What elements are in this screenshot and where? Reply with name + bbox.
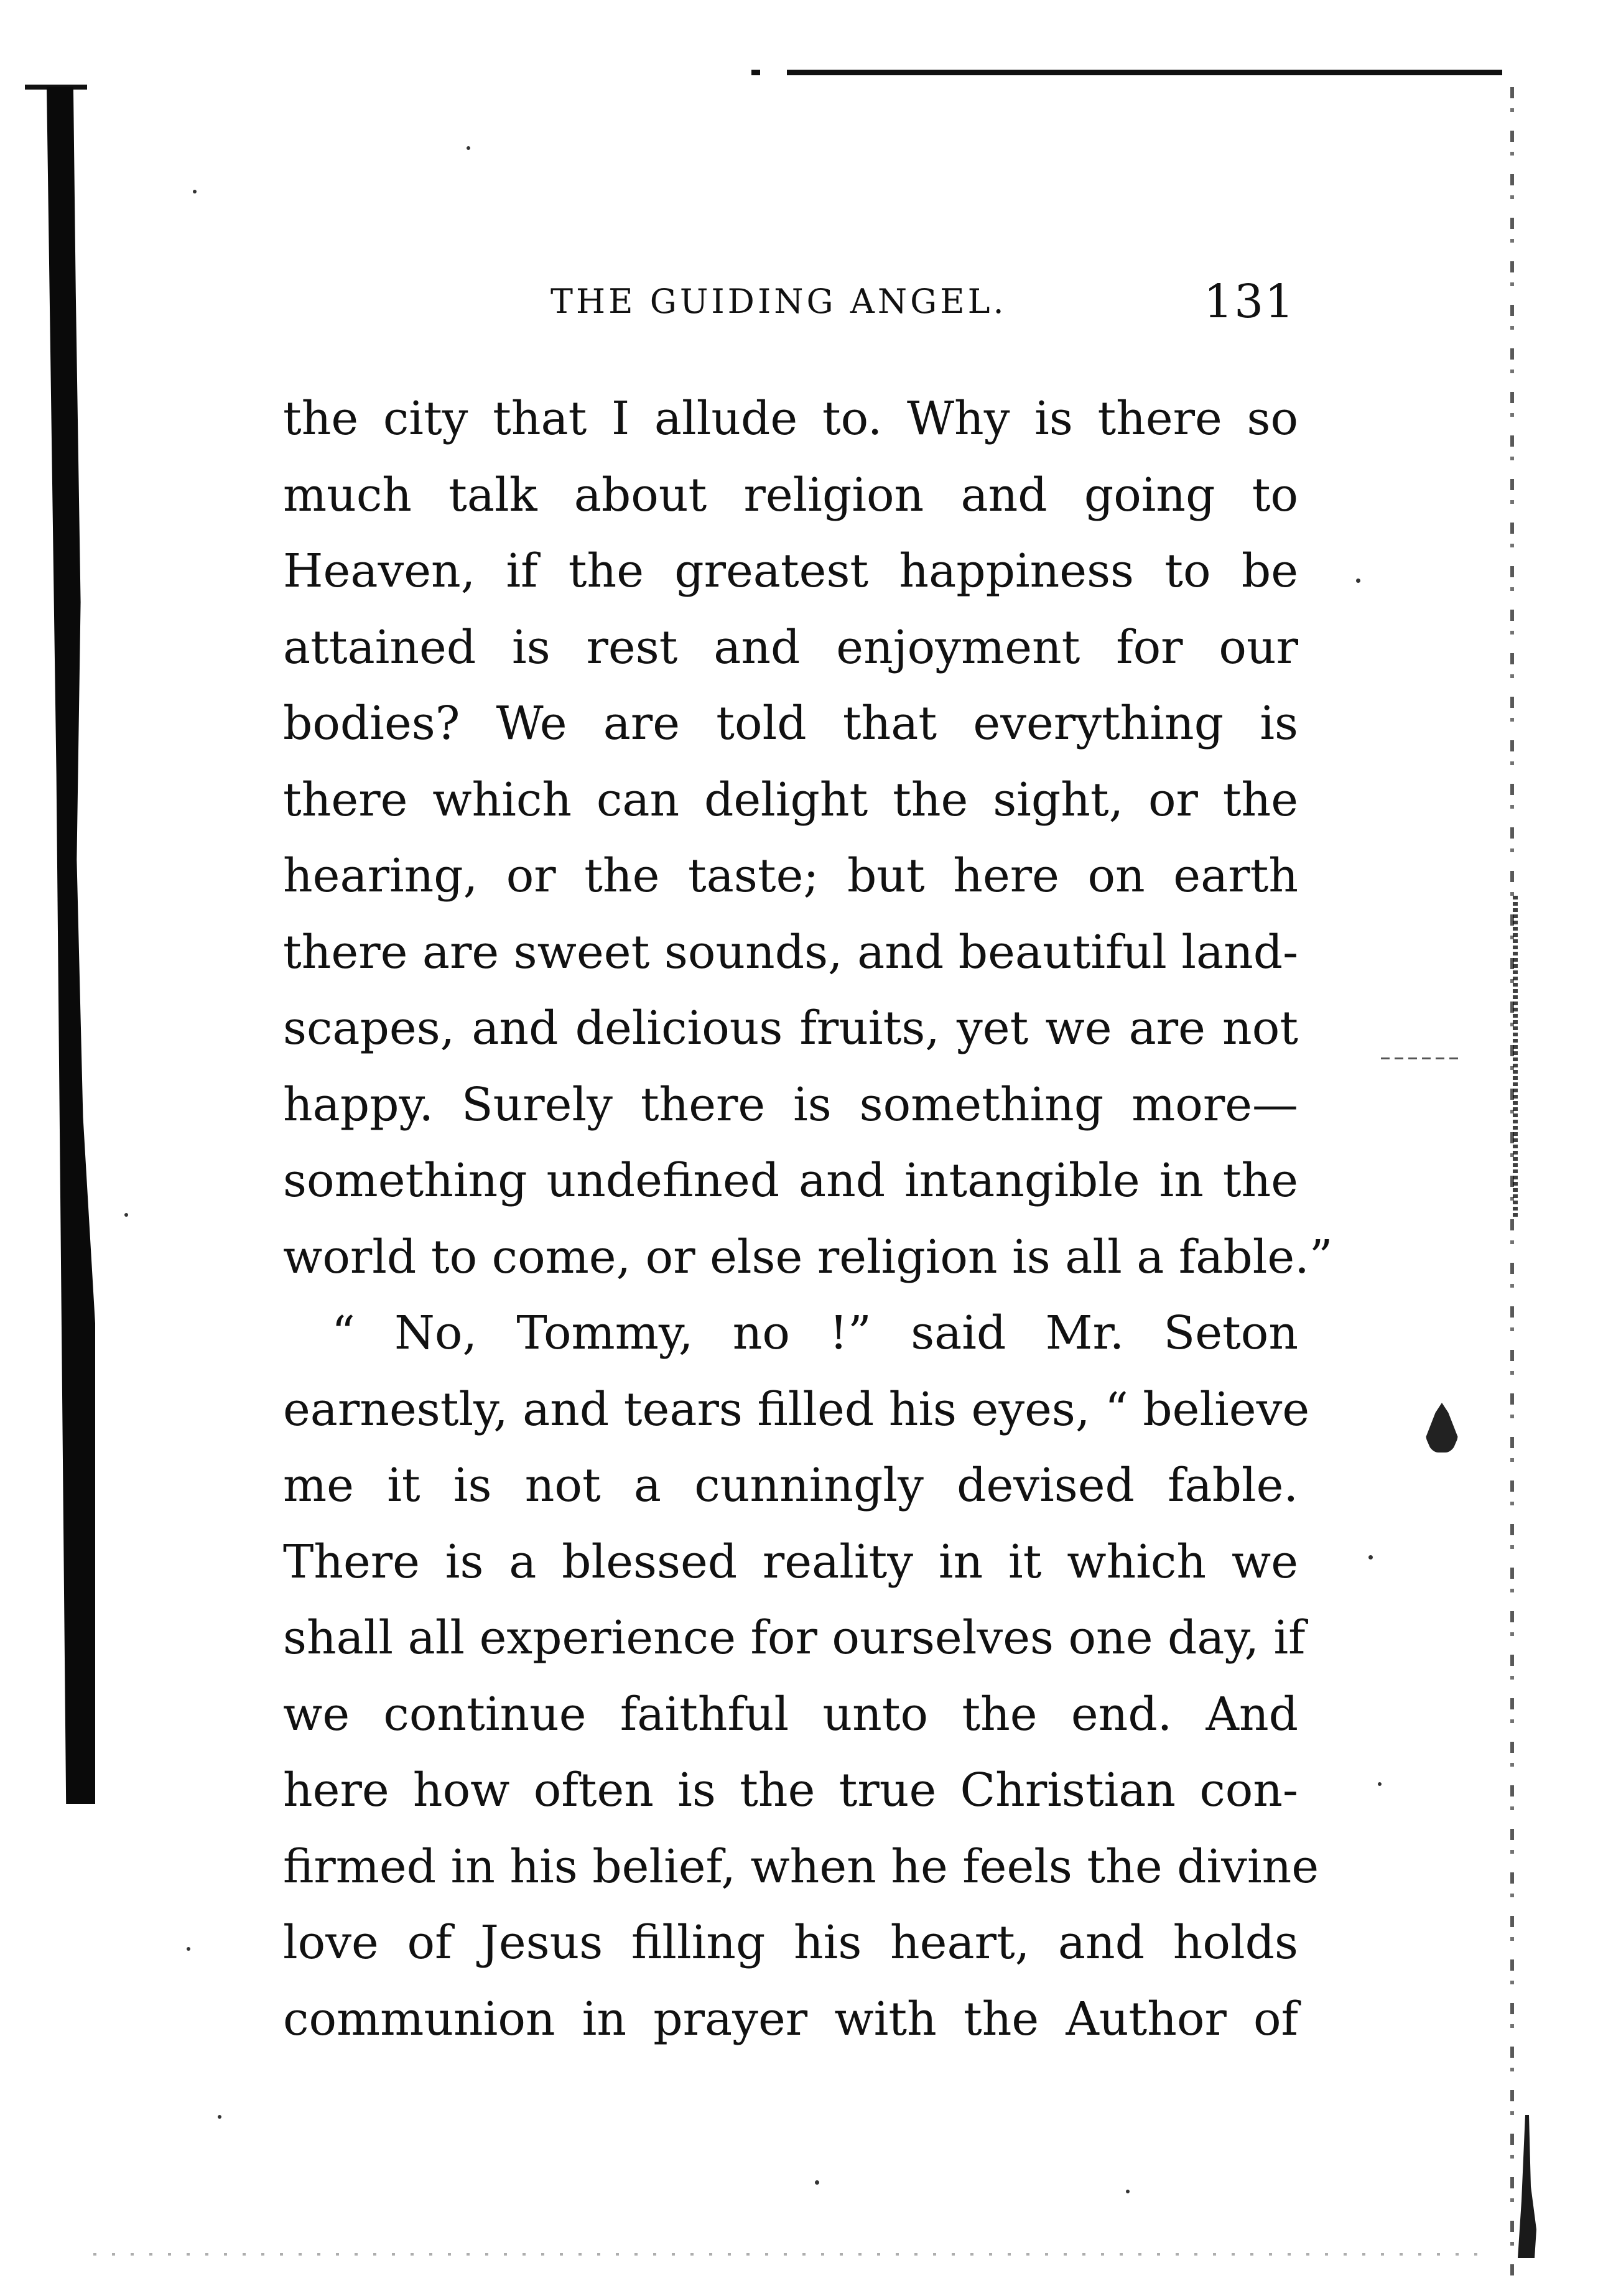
running-title: THE GUIDING ANGEL. — [550, 282, 1007, 321]
speck — [1356, 579, 1360, 583]
margin-dash — [1381, 1057, 1462, 1059]
text-line: here how often is the true Christian con- — [283, 1764, 1298, 1817]
body-text — [283, 381, 1333, 2057]
text-line: firmed in his belief, when he feels the divine — [283, 1839, 1319, 1894]
bottom-edge-dots — [93, 2253, 1493, 2256]
text-line: earnestly, and tears filled his eyes, “ believe — [283, 1382, 1310, 1436]
speck — [187, 1947, 190, 1951]
text-line: there which can delight the sight, or the — [283, 773, 1298, 827]
text-line: “ No, Tommy, no !” said Mr. Seton — [332, 1306, 1298, 1360]
ink-smudge — [1426, 1403, 1458, 1452]
text-line: There is a blessed reality in it which we — [283, 1535, 1298, 1589]
speck — [1378, 1782, 1382, 1786]
speck — [815, 2180, 819, 2185]
speck — [467, 146, 470, 150]
text-line: attained is rest and enjoyment for our — [283, 620, 1298, 674]
text-line: something undefined and intangible in the — [283, 1154, 1298, 1207]
text-line: world to come, or else religion is all a fable.” — [283, 1230, 1333, 1284]
speck — [1368, 1555, 1373, 1559]
text-line: me it is not a cunningly devised fable. — [283, 1459, 1298, 1512]
text-line: there are sweet sounds, and beautiful land- — [283, 925, 1299, 979]
binding-shadow — [47, 87, 95, 1804]
text-line: love of Jesus filling his heart, and holds — [283, 1916, 1298, 1969]
text-line: shall all experience for ourselves one day, if — [283, 1611, 1306, 1665]
speck — [193, 190, 197, 193]
speck — [218, 2115, 221, 2119]
speck — [124, 1213, 128, 1217]
text-line: Heaven, if the greatest happiness to be — [283, 544, 1298, 598]
page-number: 131 — [1204, 275, 1296, 328]
text-line: scapes, and delicious fruits, yet we are not — [283, 1002, 1298, 1055]
text-line: much talk about religion and going to — [283, 468, 1298, 522]
top-rule — [787, 70, 1502, 75]
text-line: happy. Surely there is something more— — [283, 1077, 1298, 1132]
text-line: we continue faithful unto the end. And — [283, 1687, 1298, 1741]
text-line: hearing, or the taste; but here on earth — [283, 849, 1298, 903]
speck — [1126, 2190, 1130, 2193]
page-edge-corner — [1518, 2115, 1536, 2258]
page-edge-marks-dense — [1513, 896, 1518, 1219]
text-line: the city that I allude to. Why is there so — [283, 392, 1298, 445]
top-rule-dot — [751, 70, 760, 75]
text-line: bodies? We are told that everything is — [283, 697, 1298, 750]
text-line: communion in prayer with the Author of — [283, 1992, 1298, 2046]
